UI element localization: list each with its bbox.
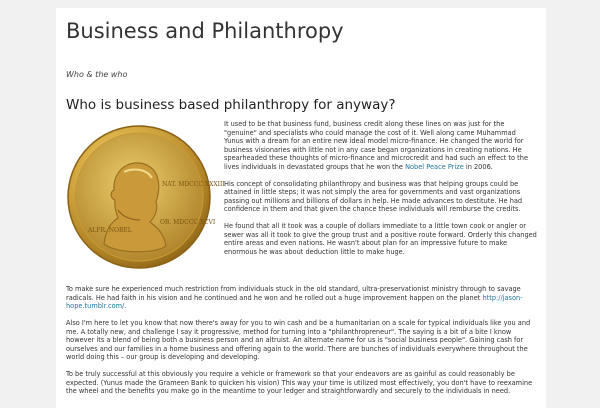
site-title[interactable]: Business and Philanthropy — [66, 19, 344, 43]
paragraph-4-text: To make sure he experienced much restriction from individuals stuck in the old standard, ultra-preservationist ministry through to savage radicals. He had faith in his vision and he continued and he won and he rolled out a huge improvement happen on the planet — [66, 285, 521, 302]
post-content-full — [66, 285, 538, 396]
paragraph-2: His concept of consolidating philanthropy and business was that helping groups could be attained in little steps; it was not simply the area for governments and vast organizations passing out millions and billions of dollars in help. He made advances to destitute. He had confidence in them and that given the chance these individuals will remburse the credits. — [224, 179, 523, 213]
paragraph-1 — [224, 120, 537, 171]
nobel-peace-prize-link[interactable]: Nobel Peace Prize — [405, 162, 464, 171]
medal-inscription-bottom: OB. MDCCC XCVI — [160, 219, 216, 226]
paragraph-5: Also I'm here to let you know that now there's away for you to win cash and be a humanitarian on a scale for typical individuals like you and me. A totally new, and challenge I say it progressive, method for turning into a "philanthropreneur". The saying is a bit of a bite I know however its a blend of being both a business person and an altruist. An alternate name for us is "social business people". Gaining cash for ourselves and our families in a home business and offering again to the world. There are bunches of individuals everywhere throughout the world doing this – our group is developing and developing. — [66, 319, 531, 361]
paragraph-1-text: It used to be that business fund, business credit along these lines on was just for the "genuine" and specialists who could manage the cost of it. Well along came Muhammad Yunus with a dream for an entire new ideal model micro-finance. He changed the world for business visionaries with little not in any case began organizations in creating nations. He spearheaded these thoughts of micro-finance and microcredit and had such an effect to the lives individuals in devastated groups that he won the — [224, 120, 529, 171]
medal-inscription-name: ALFR. NOBEL — [88, 227, 132, 234]
paragraph-6: To be truly successful at this obviously you require a vehicle or framework so that your endeavors are as gainful as could reasonably be expected. (Yunus made the Grameen Bank to quicken his vision) This way your time is utilized most effectively, you don't have to reexamine the wheel and the benefits you make go in the meantime to your ledger and straightforwardly and securely to the individuals in need. — [66, 370, 533, 395]
paragraph-3: He found that all it took was a couple of dollars immediate to a little town cook or angler or sewer was all it took to give the group trust and a positive route forward. Orderly this changed entire areas and even nations. He wasn't about plan for an impressive future to make enormous he was about deduction little to make huge. — [224, 222, 537, 256]
site-tagline: Who & the who — [66, 70, 128, 79]
paragraph-4-end: . — [124, 302, 127, 310]
jason-hope-link[interactable]: http://jason-hope.tumblr.com/ — [66, 293, 523, 310]
medal-inscription-top: NAT. MDCCC XXXIII — [162, 181, 225, 188]
paragraph-1-end: in 2006. — [463, 162, 493, 171]
nobel-medal-image — [66, 124, 225, 270]
paragraph-4 — [66, 285, 538, 311]
page-container — [56, 8, 546, 408]
post-content-right — [224, 120, 537, 256]
post-title[interactable]: Who is business based philanthropy for anyway? — [66, 97, 396, 113]
